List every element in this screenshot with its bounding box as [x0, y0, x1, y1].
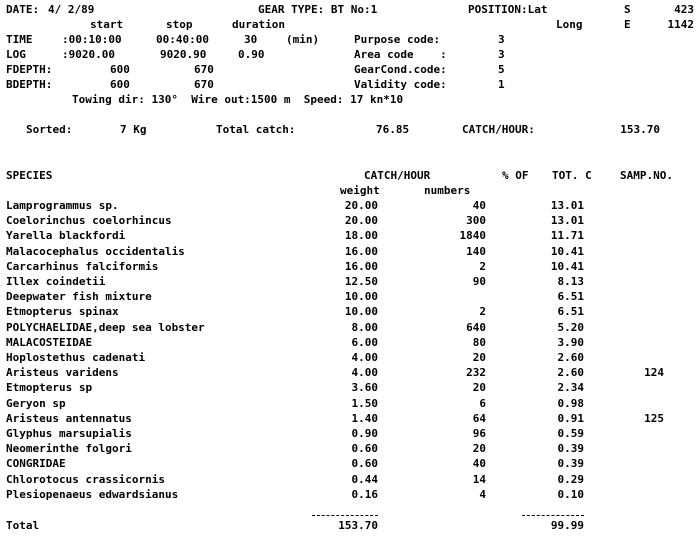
lat-value: 423 [674, 3, 694, 16]
species-name: Yarella blackfordi [6, 229, 126, 242]
catch-hour-column-header: CATCH/HOUR [364, 169, 431, 182]
numbers-cell: 80 [472, 336, 486, 349]
weight-cell: 8.00 [351, 321, 378, 334]
weight-cell: 16.00 [344, 260, 378, 273]
numbers-cell: 96 [472, 427, 486, 440]
species-name: Deepwater fish mixture [6, 290, 152, 303]
weight-cell: 1.40 [351, 412, 378, 425]
species-name: POLYCHAELIDAE,deep sea lobster [6, 321, 205, 334]
species-name: Plesiopenaeus edwardsianus [6, 488, 179, 501]
fdepth-label: FDEPTH: [6, 63, 53, 76]
log-duration: 0.90 [238, 48, 265, 61]
pct-cell: 10.41 [550, 260, 584, 273]
weight-cell: 6.00 [351, 336, 378, 349]
weight-cell: 10.00 [344, 305, 378, 318]
long-hemisphere: E [624, 18, 631, 31]
species-name: Glyphus marsupialis [6, 427, 132, 440]
weight-cell: 16.00 [344, 245, 378, 258]
validity-code-value: 1 [498, 78, 505, 91]
numbers-cell: 20 [472, 442, 486, 455]
species-name: CONGRIDAE [6, 457, 66, 470]
species-name: Chlorotocus crassicornis [6, 473, 165, 486]
numbers-cell: 20 [472, 381, 486, 394]
gearcond-code-value: 5 [498, 63, 505, 76]
total-catch-value: 76.85 [376, 123, 410, 136]
tot-column-header: TOT. C [552, 169, 592, 182]
time-stop: 00:40:00 [156, 33, 209, 46]
weight-cell: 20.00 [344, 214, 378, 227]
validity-code-label: Validity code: [354, 78, 447, 91]
pct-total-rule [522, 515, 584, 516]
pct-cell: 3.90 [557, 336, 584, 349]
pct-cell: 13.01 [550, 214, 584, 227]
pct-column-header: % OF [502, 169, 529, 182]
time-unit: (min) [286, 33, 320, 46]
pct-cell: 10.41 [550, 245, 584, 258]
numbers-cell: 40 [472, 457, 486, 470]
weight-cell: 4.00 [351, 351, 378, 364]
numbers-cell: 6 [479, 397, 486, 410]
numbers-cell: 640 [466, 321, 486, 334]
pct-cell: 0.29 [557, 473, 584, 486]
weight-cell: 1.50 [351, 397, 378, 410]
log-stop: 9020.90 [160, 48, 207, 61]
numbers-cell: 2 [479, 305, 486, 318]
pct-cell: 6.51 [557, 290, 584, 303]
species-name: Coelorinchus coelorhincus [6, 214, 172, 227]
samp-cell: 125 [644, 412, 664, 425]
weight-cell: 0.90 [351, 427, 378, 440]
pct-cell: 0.39 [557, 457, 584, 470]
pct-cell: 5.20 [557, 321, 584, 334]
lat-hemisphere: S [624, 3, 631, 16]
samp-cell: 124 [644, 366, 664, 379]
numbers-cell: 2 [479, 260, 486, 273]
area-code-value: 3 [498, 48, 505, 61]
col-duration-label: duration [232, 18, 285, 31]
numbers-cell: 300 [466, 214, 486, 227]
numbers-cell: 4 [479, 488, 486, 501]
gearcond-code-label: GearCond.code: [354, 63, 447, 76]
date-value: 4/ 2/89 [48, 3, 95, 16]
numbers-cell: 1840 [459, 229, 486, 242]
time-duration: 30 [244, 33, 258, 46]
numbers-cell: 20 [472, 351, 486, 364]
weight-cell: 20.00 [344, 199, 378, 212]
log-label: LOG [6, 48, 26, 61]
weight-subheader: weight [340, 184, 380, 197]
pct-cell: 6.51 [557, 305, 584, 318]
weight-cell: 3.60 [351, 381, 378, 394]
pct-cell: 0.98 [557, 397, 584, 410]
species-name: Malacocephalus occidentalis [6, 245, 185, 258]
species-name: Lamprogrammus sp. [6, 199, 119, 212]
samp-column-header: SAMP.NO. [620, 169, 673, 182]
fdepth-start: 600 [110, 63, 130, 76]
long-label: Long [556, 18, 583, 31]
species-name: Neomerinthe folgori [6, 442, 132, 455]
pct-cell: 0.10 [557, 488, 584, 501]
total-catch-label: Total catch: [216, 123, 296, 136]
species-name: Etmopterus sp [6, 381, 93, 394]
purpose-code-value: 3 [498, 33, 505, 46]
numbers-subheader: numbers [424, 184, 471, 197]
area-code-label: Area code : [354, 48, 447, 61]
numbers-cell: 40 [472, 199, 486, 212]
weight-cell: 4.00 [351, 366, 378, 379]
species-column-header: SPECIES [6, 169, 53, 182]
weight-cell: 0.60 [351, 457, 378, 470]
species-name: Hoplostethus cadenati [6, 351, 146, 364]
sorted-value: 7 Kg [120, 123, 147, 136]
towing-info: Towing dir: 130° Wire out:1500 m Speed: 17 kn*10 [72, 93, 404, 106]
species-name: MALACOSTEIDAE [6, 336, 93, 349]
weight-total-rule [312, 515, 378, 516]
numbers-cell: 90 [472, 275, 486, 288]
bdepth-start: 600 [110, 78, 130, 91]
bdepth-stop: 670 [194, 78, 214, 91]
total-label: Total [6, 519, 40, 532]
fdepth-stop: 670 [194, 63, 214, 76]
weight-cell: 12.50 [344, 275, 378, 288]
catch-hour-label: CATCH/HOUR: [462, 123, 535, 136]
weight-cell: 0.60 [351, 442, 378, 455]
pct-cell: 2.34 [557, 381, 584, 394]
pct-cell: 8.13 [557, 275, 584, 288]
gear-type: GEAR TYPE: BT No:1 [258, 3, 378, 16]
weight-cell: 0.44 [351, 473, 378, 486]
col-stop-label: stop [166, 18, 193, 31]
numbers-cell: 14 [472, 473, 486, 486]
purpose-code-label: Purpose code: [354, 33, 441, 46]
log-start: :9020.00 [62, 48, 115, 61]
pct-cell: 0.59 [557, 427, 584, 440]
pct-cell: 2.60 [557, 351, 584, 364]
total-pct: 99.99 [550, 519, 584, 532]
catch-hour-value: 153.70 [620, 123, 660, 136]
date-label: DATE: [6, 3, 40, 16]
position-label: POSITION:Lat [468, 3, 548, 16]
weight-cell: 10.00 [344, 290, 378, 303]
weight-cell: 0.16 [351, 488, 378, 501]
col-start-label: start [90, 18, 124, 31]
numbers-cell: 64 [472, 412, 486, 425]
time-start: :00:10:00 [62, 33, 122, 46]
long-value: 1142 [667, 18, 694, 31]
numbers-cell: 232 [466, 366, 486, 379]
weight-cell: 18.00 [344, 229, 378, 242]
total-weight: 153.70 [338, 519, 378, 532]
time-label: TIME [6, 33, 33, 46]
pct-cell: 13.01 [550, 199, 584, 212]
pct-cell: 11.71 [550, 229, 584, 242]
species-name: Etmopterus spinax [6, 305, 119, 318]
species-name: Aristeus antennatus [6, 412, 132, 425]
species-name: Geryon sp [6, 397, 66, 410]
numbers-cell: 140 [466, 245, 486, 258]
pct-cell: 0.91 [557, 412, 584, 425]
species-name: Carcarhinus falciformis [6, 260, 159, 273]
sorted-label: Sorted: [26, 123, 73, 136]
species-name: Aristeus varidens [6, 366, 119, 379]
pct-cell: 0.39 [557, 442, 584, 455]
species-name: Illex coindetii [6, 275, 106, 288]
bdepth-label: BDEPTH: [6, 78, 53, 91]
pct-cell: 2.60 [557, 366, 584, 379]
